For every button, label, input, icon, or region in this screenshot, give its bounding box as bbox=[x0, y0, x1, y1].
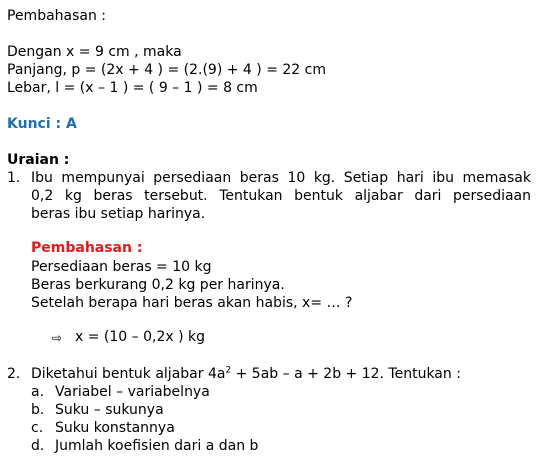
intro-line-3: Lebar, l = (x – 1 ) = ( 9 – 1 ) = 8 cm bbox=[7, 80, 258, 96]
question-2-item-d-letter: d. bbox=[31, 438, 45, 454]
question-2-item-c-letter: c. bbox=[31, 420, 44, 436]
uraian-heading: Uraian : bbox=[7, 152, 70, 168]
question-2-text bbox=[31, 365, 461, 383]
arrow-right-icon: ⇨ bbox=[52, 331, 63, 345]
question-1-pembahasan-heading: Pembahasan : bbox=[31, 240, 143, 256]
question-2-exponent: 2 bbox=[225, 365, 232, 376]
question-1-number: 1. bbox=[7, 170, 21, 186]
pembahasan-heading: Pembahasan : bbox=[7, 8, 107, 24]
question-2-text-b: + 5ab – a + 2b + 12. Tentukan : bbox=[231, 366, 461, 382]
question-2-item-b: Suku – sukunya bbox=[55, 402, 164, 418]
question-1-line-1: Ibu mempunyai persediaan beras 10 kg. Setiap hari ibu memasak bbox=[31, 170, 531, 186]
question-1-line-3: beras ibu setiap harinya. bbox=[31, 206, 206, 222]
question-2-item-a: Variabel – variabelnya bbox=[55, 384, 210, 400]
question-2-text-a: Diketahui bentuk aljabar 4a bbox=[31, 366, 226, 382]
question-1-solution-line-1: Persediaan beras = 10 kg bbox=[31, 259, 212, 275]
question-2-item-c: Suku konstannya bbox=[55, 420, 175, 436]
question-1-solution-line-2: Beras berkurang 0,2 kg per harinya. bbox=[31, 277, 285, 293]
answer-key: Kunci : A bbox=[7, 116, 77, 132]
question-2-item-b-letter: b. bbox=[31, 402, 45, 418]
question-1-solution-line-3: Setelah berapa hari beras akan habis, x= … ? bbox=[31, 295, 353, 311]
question-2-item-d: Jumlah koefisien dari a dan b bbox=[55, 438, 259, 454]
intro-line-1: Dengan x = 9 cm , maka bbox=[7, 44, 182, 60]
intro-line-2: Panjang, p = (2x + 4 ) = (2.(9) + 4 ) = 22 cm bbox=[7, 62, 326, 78]
question-2-item-a-letter: a. bbox=[31, 384, 45, 400]
question-1-line-2: 0,2 kg beras tersebut. Tentukan bentuk aljabar dari persediaan bbox=[31, 188, 531, 204]
question-2-number: 2. bbox=[7, 366, 21, 382]
question-1-answer: x = (10 – 0,2x ) kg bbox=[75, 329, 205, 345]
